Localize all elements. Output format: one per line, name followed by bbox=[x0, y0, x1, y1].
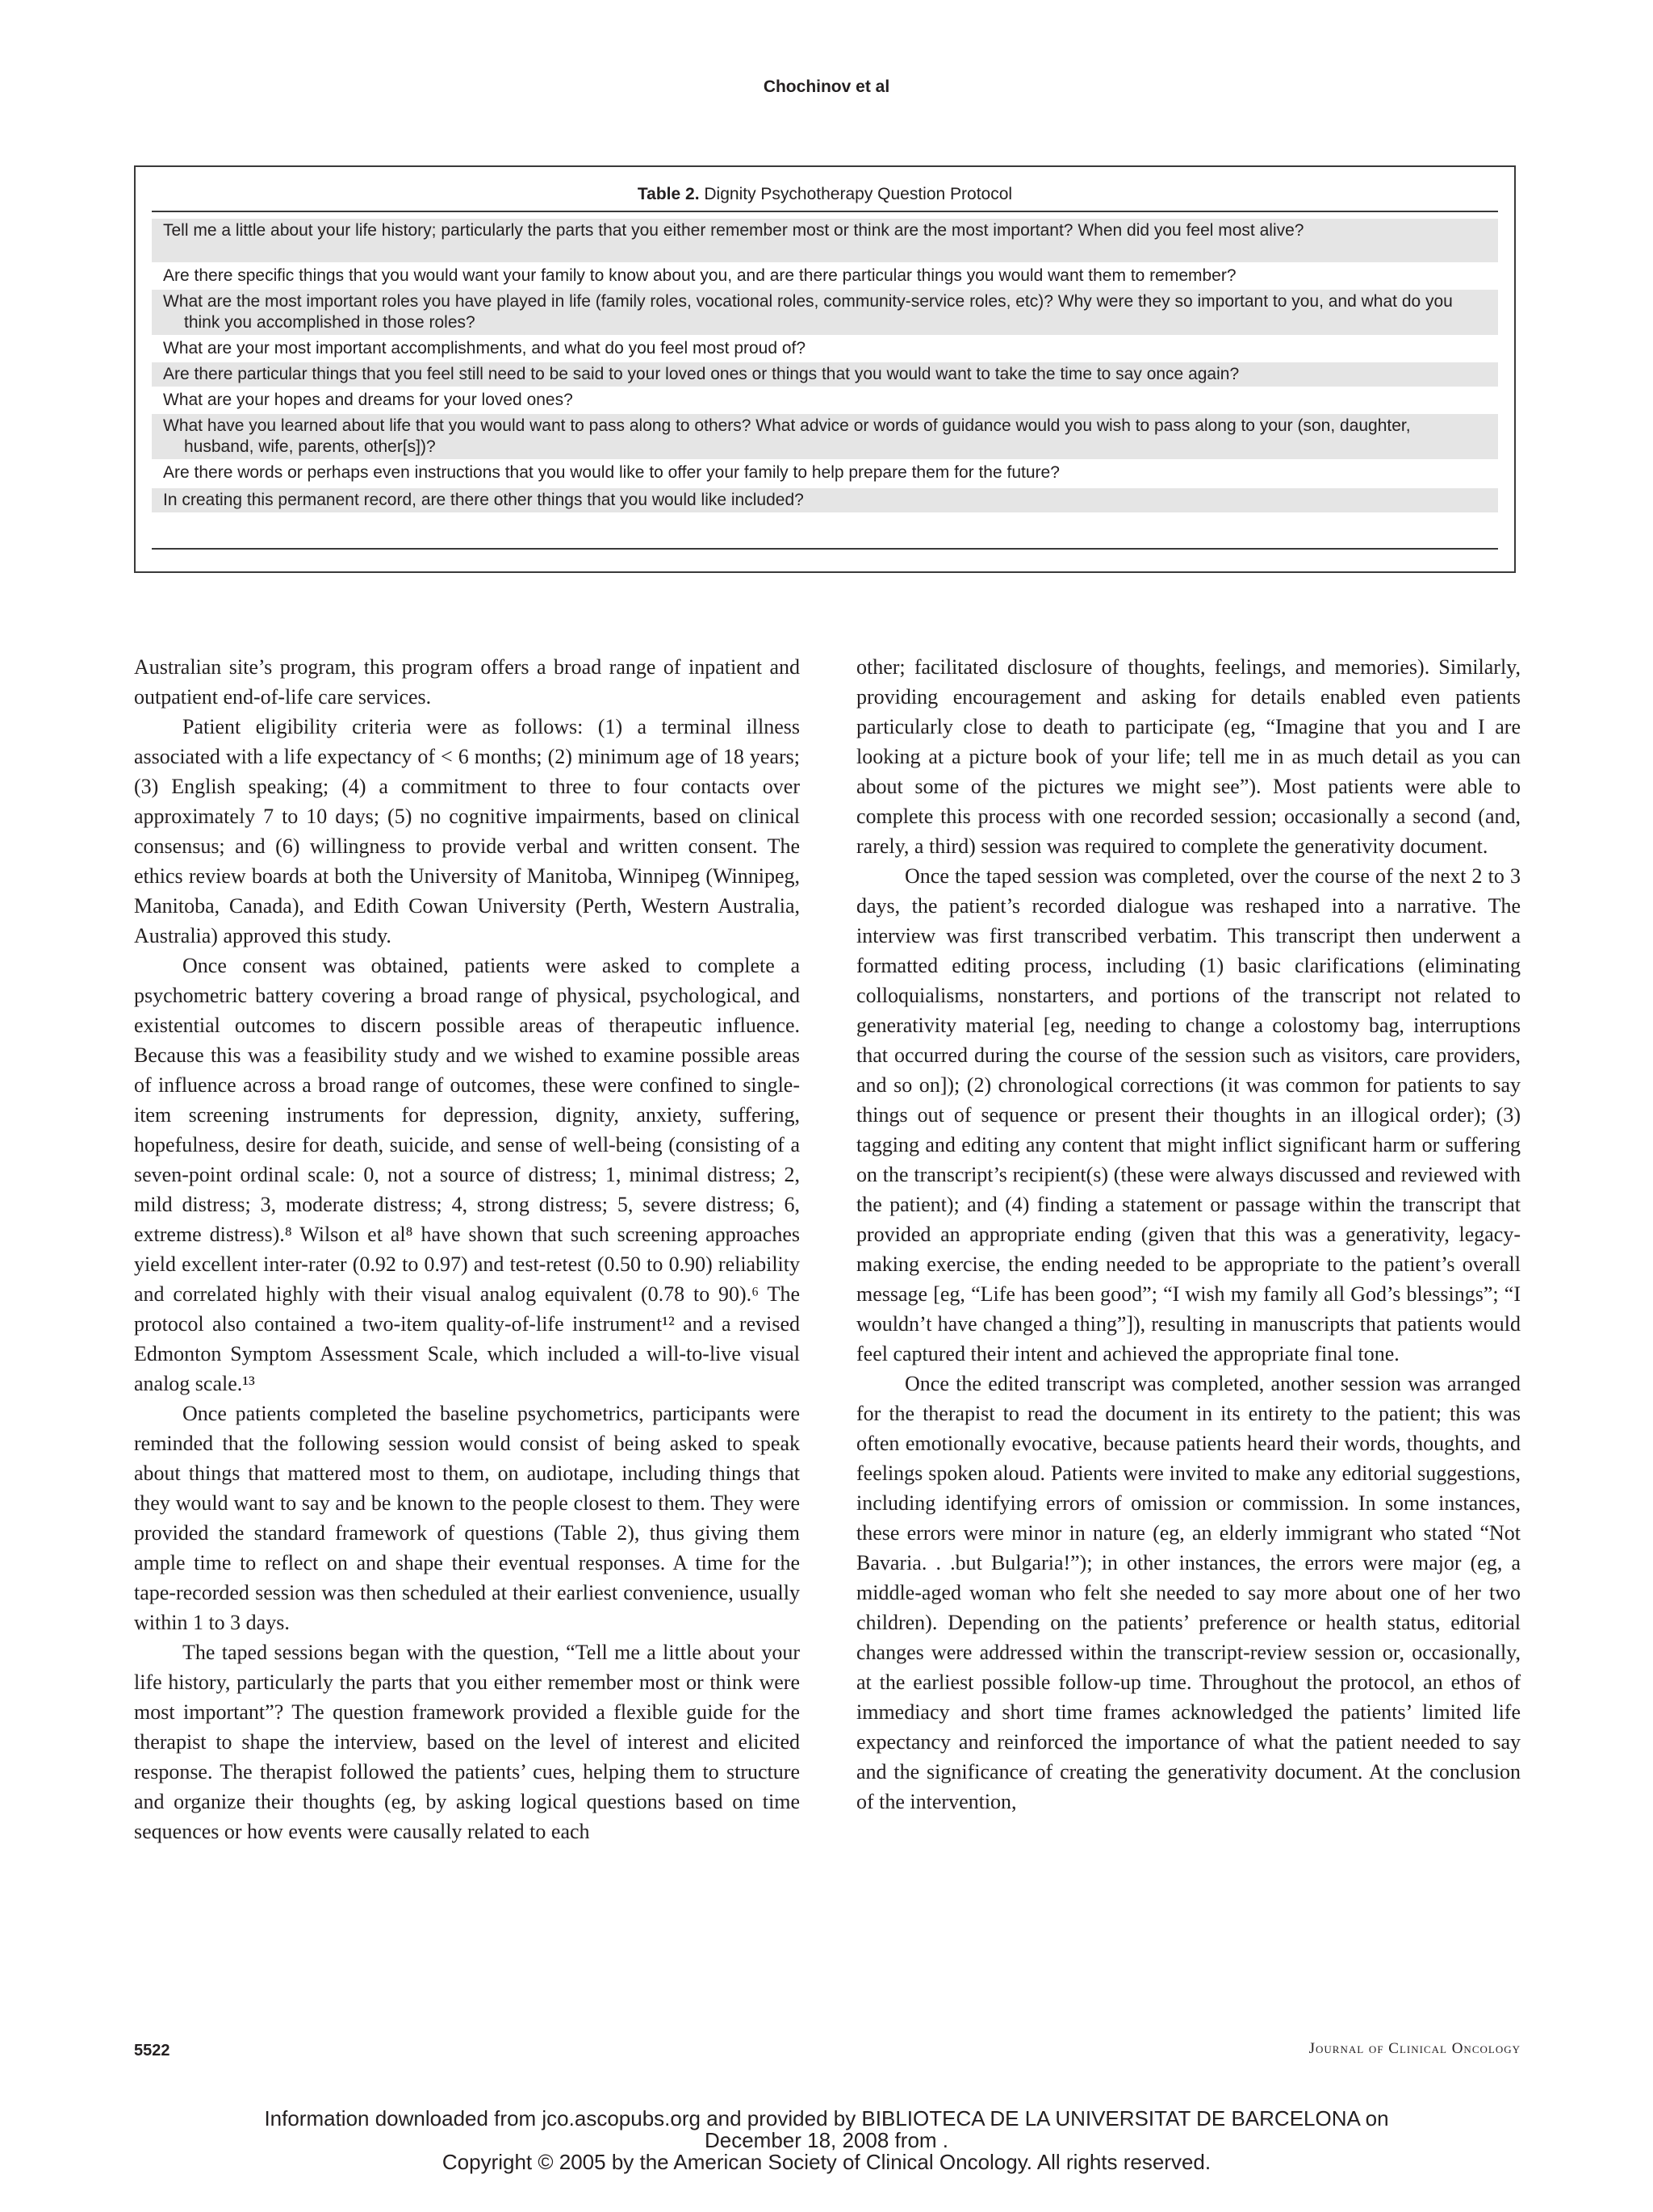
body-paragraph: Once patients completed the baseline psychometrics, participants were reminded that the following session would consist of being asked to speak about things that mattered most to them, on audiotape, including things that they would want to say and be known to the people closest to them. They were provided the standard framework of questions (Table 2), thus giving them ample time to reflect on and shape their eventual responses. A time for the tape-recorded session was then scheduled at their earliest convenience, usually within 1 to 3 days. bbox=[134, 1402, 800, 1634]
running-head: Chochinov et al bbox=[763, 77, 890, 96]
table-row: What are your hopes and dreams for your loved ones? bbox=[163, 391, 573, 409]
question-protocol-table bbox=[134, 165, 1516, 573]
table-caption bbox=[136, 185, 1514, 204]
body-paragraph: Once the taped session was completed, over the course of the next 2 to 3 days, the patient’s recorded dialogue was reshaped into a narrative. The interview was first transcribed verbatim. This transcript then underwent a formatted editing process, including (1) basic clarifications (eliminating colloquialisms, nonstarters, and portions of the transcript not related to generativity material [eg, needing to change a colostomy bag, interruptions that occurred during the course of the session such as visitors, care providers, and so on]); (2) chronological corrections (it was common for patients to say things out of sequence or present their thoughts in an illogical order); (3) tagging and editing any content that might inflict significant harm or suffering on the transcript’s recipient(s) (these were always discussed and reviewed with the patient); and (4) finding a statement or passage within the transcript that provided an appropriate ending (given that this was a generativity, legacy-making exercise, the ending needed to be appropriate to the patient’s overall message [eg, “Life has been good”; “I wish my family all God’s blessings”; “I wouldn’t have changed a thing”]), resulting in manuscripts that patients would feel captured their intent and achieved the appropriate final tone. bbox=[856, 864, 1521, 1365]
body-paragraph: Patient eligibility criteria were as follows: (1) a terminal illness associated with a life expectancy of < 6 months; (2) minimum age of 18 years; (3) English speaking; (4) a commitment to three to four contacts over approximately 7 to 10 days; (5) no cognitive impairments, based on clinical consensus; and (6) willingness to provide verbal and written consent. The ethics review boards at both the University of Manitoba, Winnipeg (Winnipeg, Manitoba, Canada), and Edith Cowan University (Perth, Western Australia, Australia) approved this study. bbox=[134, 715, 800, 947]
table-row: What are the most important roles you have played in life (family roles, vocational roles, community-service roles, etc)? Why were they so important to you, and what do you think you accomplished in those roles? bbox=[152, 290, 1498, 335]
table-label: Table 2. bbox=[637, 185, 700, 203]
body-column-left bbox=[134, 652, 800, 1846]
download-notice-line-1: Information downloaded from jco.ascopubs.org and provided by BIBLIOTECA DE LA UNIVERSITAT DE BARCELONA on bbox=[264, 2106, 1389, 2130]
copyright-notice: Copyright © 2005 by the American Society of Clinical Oncology. All rights reserved. bbox=[441, 2150, 1212, 2174]
table-row: Are there particular things that you feel still need to be said to your loved ones or things that you would want to take the time to say once again? bbox=[152, 362, 1498, 387]
body-paragraph: Once consent was obtained, patients were asked to complete a psychometric battery covering a broad range of physical, psychological, and existential outcomes to discern possible areas of therapeutic influence. Because this was a feasibility study and we wished to examine possible areas of influence across a broad range of outcomes, these were confined to single-item screening instruments for depression, dignity, anxiety, suffering, hopefulness, desire for death, suicide, and sense of well-being (consisting of a seven-point ordinal scale: 0, not a source of distress; 1, minimal distress; 2, mild distress; 3, moderate distress; 4, strong distress; 5, severe distress; 6, extreme distress).⁸ Wilson et al⁸ have shown that such screening approaches yield excellent inter-rater (0.92 to 0.97) and test-retest (0.50 to 0.90) reliability and correlated highly with their visual analog equivalent (0.78 to 90).⁶ The protocol also contained a two-item quality-of-life instrument¹² and a revised Edmonton Symptom Assessment Scale, which included a will-to-live visual analog scale.¹³ bbox=[134, 954, 800, 1395]
body-paragraph: Once the edited transcript was completed, another session was arranged for the therapist to read the document in its entirety to the patient; this was often emotionally evocative, because patients heard their words, thoughts, and feelings spoken aloud. Patients were invited to make any editorial suggestions, including identifying errors of omission or commission. In some instances, these errors were minor in nature (eg, an elderly immigrant who stated “Not Bavaria. . .but Bulgaria!”); in other instances, the errors were major (eg, a middle-aged woman who felt she needed to say more about one of her two children). Depending on the patients’ preference or health status, editorial changes were addressed within the transcript-review session or, occasionally, at the earliest possible follow-up time. Throughout the protocol, an ethos of immediacy and short time frames acknowledged the patients’ limited life expectancy and reinforced the importance of what the patient needed to say and the significance of creating the generativity document. At the conclusion of the intervention, bbox=[856, 1372, 1521, 1813]
table-row: Are there specific things that you would want your family to know about you, and are there particular things you would want them to remember? bbox=[163, 266, 1237, 285]
table-row: What have you learned about life that you would want to pass along to others? What advice or words of guidance would you wish to pass along to your (son, daughter, husband, wife, parents, other[s])? bbox=[152, 414, 1498, 459]
body-paragraph: other; facilitated disclosure of thoughts, feelings, and memories). Similarly, providing encouragement and asking for details enabled even patients particularly close to death to participate (eg, “Imagine that you and I are looking at a picture book of your life; tell me in as much detail as you can about some of the pictures we might see”). Most patients were able to complete this process with one recorded session; occasionally a second (and, rarely, a third) session was required to complete the generativity document. bbox=[856, 655, 1521, 858]
journal-name: Journal of Clinical Oncology bbox=[1308, 2040, 1521, 2057]
table-top-rule bbox=[152, 211, 1498, 212]
table-title: Dignity Psychotherapy Question Protocol bbox=[704, 185, 1013, 203]
body-paragraph: The taped sessions began with the question, “Tell me a little about your life history, particularly the parts that you either remember most or think were most important”? The question framework provided a flexible guide for the therapist to shape the interview, based on the level of interest and elicited response. The therapist followed the patients’ cues, helping them to structure and organize their thoughts (eg, by asking logical questions based on time sequences or how events were causally related to each bbox=[134, 1641, 800, 1843]
table-row: What are your most important accomplishments, and what do you feel most proud of? bbox=[163, 339, 806, 358]
body-column-right bbox=[856, 652, 1521, 1817]
page-number: 5522 bbox=[134, 2042, 170, 2059]
table-row: In creating this permanent record, are there other things that you would like included? bbox=[152, 488, 1498, 512]
download-footer bbox=[0, 2108, 1653, 2173]
table-bottom-rule bbox=[152, 548, 1498, 550]
table-row: Tell me a little about your life history; particularly the parts that you either remember most or think are the most important? When did you feel most alive? bbox=[152, 219, 1498, 262]
table-row: Are there words or perhaps even instructions that you would like to offer your family to help prepare them for the future? bbox=[163, 463, 1060, 482]
download-notice-line-2: December 18, 2008 from . bbox=[704, 2128, 949, 2152]
body-paragraph: Australian site’s program, this program offers a broad range of inpatient and outpatient end-of-life care services. bbox=[134, 655, 800, 709]
